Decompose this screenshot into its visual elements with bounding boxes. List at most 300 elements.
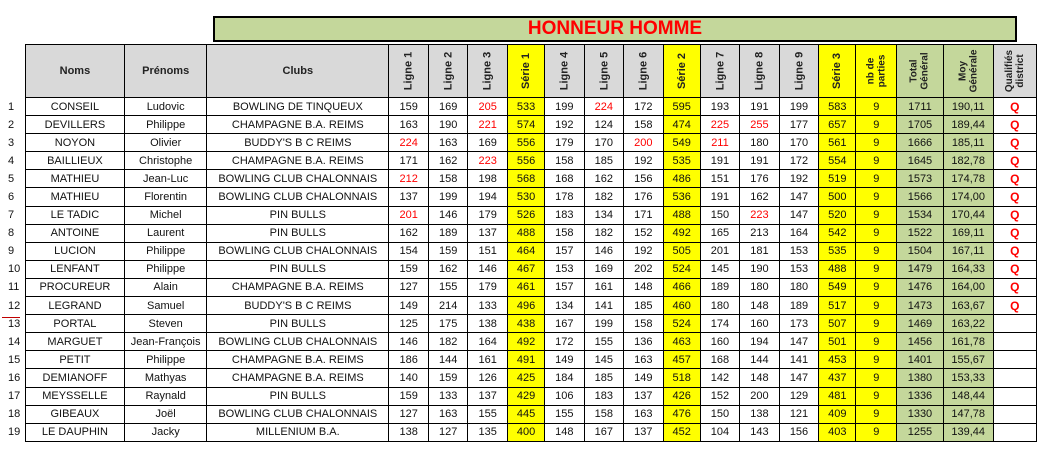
ligne-cell: 148: [545, 423, 585, 441]
parties-cell: 9: [856, 98, 897, 116]
ligne-cell: 168: [700, 351, 740, 369]
club-cell: CHAMPAGNE B.A. REIMS: [207, 369, 389, 387]
nom-cell: MATHIEU: [25, 170, 124, 188]
table-row: [4, 242, 1037, 260]
ligne-cell: 143: [740, 423, 780, 441]
serie-cell: 460: [663, 297, 700, 315]
ligne-cell: 163: [389, 116, 429, 134]
table-row: [4, 116, 1037, 134]
ligne-cell: 155: [468, 405, 508, 423]
ligne-cell: 199: [428, 188, 468, 206]
nom-cell: GIBEAUX: [25, 405, 124, 423]
ligne-cell: 137: [468, 387, 508, 405]
qualifie-cell: [993, 315, 1036, 333]
serie-cell: 492: [507, 333, 544, 351]
rank-cell: 2: [8, 118, 15, 131]
ligne-cell: 159: [428, 242, 468, 260]
header-ligne-3: Ligne 3: [468, 45, 508, 98]
table-row: [4, 206, 1037, 224]
ligne-cell: 200: [740, 387, 780, 405]
parties-cell: 9: [856, 116, 897, 134]
ligne-cell: 199: [545, 98, 585, 116]
total-cell: 1666: [897, 134, 944, 152]
ligne-cell: 151: [468, 242, 508, 260]
parties-cell: 9: [856, 260, 897, 278]
parties-cell: 9: [856, 387, 897, 405]
rank-cell: 3: [8, 136, 15, 149]
serie-cell: 657: [819, 116, 856, 134]
parties-cell: 9: [856, 224, 897, 242]
rank-cell: 17: [8, 390, 21, 403]
serie-cell: 463: [663, 333, 700, 351]
serie-cell: 445: [507, 405, 544, 423]
nom-cell: MARGUET: [25, 333, 124, 351]
rank-cell: 15: [8, 353, 21, 366]
serie-cell: 409: [819, 405, 856, 423]
ligne-cell: 192: [545, 116, 585, 134]
ligne-cell: 182: [584, 224, 624, 242]
ligne-cell: 198: [468, 170, 508, 188]
ligne-cell: 202: [624, 260, 664, 278]
qualifie-cell: Q: [993, 134, 1036, 152]
moyenne-cell: 163,67: [943, 297, 993, 315]
ligne-cell: 171: [624, 206, 664, 224]
rank-cell: 10: [8, 263, 21, 276]
nom-cell: BAILLIEUX: [25, 152, 124, 170]
qualifie-cell: Q: [993, 260, 1036, 278]
total-cell: 1566: [897, 188, 944, 206]
nom-cell: LUCION: [25, 242, 124, 260]
club-cell: BOWLING CLUB CHALONNAIS: [207, 188, 389, 206]
nom-cell: PORTAL: [25, 315, 124, 333]
ligne-cell: 146: [584, 242, 624, 260]
total-cell: 1711: [897, 98, 944, 116]
serie-cell: 519: [819, 170, 856, 188]
parties-cell: 9: [856, 369, 897, 387]
serie-cell: 501: [819, 333, 856, 351]
nom-cell: MATHIEU: [25, 188, 124, 206]
serie-cell: 583: [819, 98, 856, 116]
ligne-cell: 145: [700, 260, 740, 278]
serie-cell: 520: [819, 206, 856, 224]
serie-cell: 507: [819, 315, 856, 333]
table-row: [4, 98, 1037, 116]
club-cell: BUDDY'S B C REIMS: [207, 134, 389, 152]
total-cell: 1336: [897, 387, 944, 405]
nom-cell: LE DAUPHIN: [25, 423, 124, 441]
ligne-cell: 185: [624, 297, 664, 315]
qualifie-cell: Q: [993, 224, 1036, 242]
ligne-cell: 172: [545, 333, 585, 351]
table-row: [4, 170, 1037, 188]
qualifie-cell: Q: [993, 297, 1036, 315]
ligne-cell: 169: [468, 134, 508, 152]
table-row: [4, 188, 1037, 206]
header-ligne-5: Ligne 5: [584, 45, 624, 98]
ligne-cell: 153: [545, 260, 585, 278]
page-title: HONNEUR HOMME: [213, 16, 1017, 42]
serie-cell: 574: [507, 116, 544, 134]
ligne-cell: 164: [468, 333, 508, 351]
ligne-cell: 148: [624, 278, 664, 296]
ligne-cell: 199: [584, 315, 624, 333]
rank-cell: 18: [8, 408, 21, 421]
ligne-cell: 104: [700, 423, 740, 441]
ligne-cell: 140: [389, 369, 429, 387]
serie-cell: 486: [663, 170, 700, 188]
ligne-cell: 146: [428, 206, 468, 224]
ligne-cell: 158: [545, 152, 585, 170]
serie-cell: 505: [663, 242, 700, 260]
ligne-cell: 186: [389, 351, 429, 369]
ligne-cell: 159: [389, 387, 429, 405]
ligne-cell: 142: [700, 369, 740, 387]
parties-cell: 9: [856, 351, 897, 369]
header-ligne-1: Ligne 1: [389, 45, 429, 98]
ligne-cell: 158: [584, 405, 624, 423]
ligne-cell: 163: [428, 134, 468, 152]
table-row: [4, 387, 1037, 405]
total-cell: 1380: [897, 369, 944, 387]
table-row: [4, 369, 1037, 387]
rank-cell: 7: [8, 209, 15, 222]
ligne-cell: 148: [740, 297, 780, 315]
moyenne-cell: 174,00: [943, 188, 993, 206]
ligne-cell: 191: [740, 98, 780, 116]
serie-cell: 467: [507, 260, 544, 278]
ligne-cell: 179: [468, 278, 508, 296]
total-cell: 1330: [897, 405, 944, 423]
moyenne-cell: 164,00: [943, 278, 993, 296]
total-cell: 1645: [897, 152, 944, 170]
club-cell: BOWLING CLUB CHALONNAIS: [207, 405, 389, 423]
ligne-cell: 162: [389, 224, 429, 242]
ligne-cell: 144: [428, 351, 468, 369]
ligne-cell: 170: [584, 134, 624, 152]
rank-cell: 16: [8, 371, 21, 384]
ligne-cell: 152: [700, 387, 740, 405]
parties-cell: 9: [856, 152, 897, 170]
ligne-cell: 138: [740, 405, 780, 423]
serie-cell: 488: [663, 206, 700, 224]
ligne-cell: 182: [584, 188, 624, 206]
qualification-cut-mark: [2, 317, 20, 318]
qualifie-cell: Q: [993, 188, 1036, 206]
ligne-cell: 211: [700, 134, 740, 152]
ligne-cell: 189: [428, 224, 468, 242]
parties-cell: 9: [856, 134, 897, 152]
header-serie-1: Série 1: [507, 45, 544, 98]
parties-cell: 9: [856, 206, 897, 224]
header-qualifies-district: Qualifiés district: [993, 45, 1036, 98]
ligne-cell: 137: [624, 423, 664, 441]
ligne-cell: 136: [624, 333, 664, 351]
serie-cell: 464: [507, 242, 544, 260]
ligne-cell: 192: [779, 170, 819, 188]
moyenne-cell: 164,33: [943, 260, 993, 278]
prenom-cell: Philippe: [125, 242, 207, 260]
ligne-cell: 154: [389, 242, 429, 260]
moyenne-cell: 139,44: [943, 423, 993, 441]
nom-cell: DEVILLERS: [25, 116, 124, 134]
prenom-cell: Michel: [125, 206, 207, 224]
ligne-cell: 223: [740, 206, 780, 224]
ligne-cell: 137: [389, 188, 429, 206]
ligne-cell: 141: [584, 297, 624, 315]
ligne-cell: 133: [468, 297, 508, 315]
parties-cell: 9: [856, 278, 897, 296]
ligne-cell: 185: [584, 369, 624, 387]
rank-cell: 12: [8, 299, 21, 312]
qualifie-cell: Q: [993, 206, 1036, 224]
ligne-cell: 124: [584, 116, 624, 134]
ligne-cell: 150: [700, 405, 740, 423]
ligne-cell: 180: [740, 278, 780, 296]
serie-cell: 549: [819, 278, 856, 296]
ligne-cell: 201: [700, 242, 740, 260]
qualifie-cell: [993, 405, 1036, 423]
parties-cell: 9: [856, 333, 897, 351]
ligne-cell: 159: [389, 98, 429, 116]
prenom-cell: Philippe: [125, 116, 207, 134]
total-cell: 1255: [897, 423, 944, 441]
qualifie-cell: Q: [993, 242, 1036, 260]
ligne-cell: 189: [700, 278, 740, 296]
header-ligne-7: Ligne 7: [700, 45, 740, 98]
ligne-cell: 190: [428, 116, 468, 134]
table-row: [4, 351, 1037, 369]
moyenne-cell: 155,67: [943, 351, 993, 369]
header-serie-3: Série 3: [819, 45, 856, 98]
header-ligne-2: Ligne 2: [428, 45, 468, 98]
club-cell: MILLENIUM B.A.: [207, 423, 389, 441]
qualifie-cell: Q: [993, 278, 1036, 296]
ligne-cell: 162: [740, 188, 780, 206]
ligne-cell: 153: [779, 242, 819, 260]
nom-cell: NOYON: [25, 134, 124, 152]
moyenne-cell: 174,78: [943, 170, 993, 188]
club-cell: BOWLING CLUB CHALONNAIS: [207, 333, 389, 351]
header-ligne-4: Ligne 4: [545, 45, 585, 98]
club-cell: PIN BULLS: [207, 224, 389, 242]
ligne-cell: 121: [779, 405, 819, 423]
serie-cell: 474: [663, 116, 700, 134]
ligne-cell: 178: [545, 188, 585, 206]
header-moyenne-generale: Moy Générale: [943, 45, 993, 98]
total-cell: 1504: [897, 242, 944, 260]
ligne-cell: 155: [545, 405, 585, 423]
ligne-cell: 200: [624, 134, 664, 152]
club-cell: BOWLING CLUB CHALONNAIS: [207, 170, 389, 188]
results-body: [4, 98, 1037, 442]
serie-cell: 452: [663, 423, 700, 441]
ligne-cell: 185: [584, 152, 624, 170]
ligne-cell: 149: [624, 369, 664, 387]
table-row: [4, 152, 1037, 170]
ligne-cell: 149: [545, 351, 585, 369]
parties-cell: 9: [856, 188, 897, 206]
nom-cell: LENFANT: [25, 260, 124, 278]
club-cell: BOWLING CLUB CHALONNAIS: [207, 242, 389, 260]
ligne-cell: 176: [740, 170, 780, 188]
prenom-cell: Laurent: [125, 224, 207, 242]
header-clubs: Clubs: [207, 45, 389, 98]
ligne-cell: 127: [389, 278, 429, 296]
nom-cell: LE TADIC: [25, 206, 124, 224]
ligne-cell: 147: [779, 333, 819, 351]
serie-cell: 561: [819, 134, 856, 152]
moyenne-cell: 170,44: [943, 206, 993, 224]
serie-cell: 524: [663, 315, 700, 333]
club-cell: CHAMPAGNE B.A. REIMS: [207, 116, 389, 134]
ligne-cell: 133: [428, 387, 468, 405]
nom-cell: DEMIANOFF: [25, 369, 124, 387]
moyenne-cell: 190,11: [943, 98, 993, 116]
serie-cell: 429: [507, 387, 544, 405]
serie-cell: 453: [819, 351, 856, 369]
nom-cell: PETIT: [25, 351, 124, 369]
nom-cell: LEGRAND: [25, 297, 124, 315]
serie-cell: 524: [663, 260, 700, 278]
ligne-cell: 172: [779, 152, 819, 170]
serie-cell: 488: [819, 260, 856, 278]
nom-cell: PROCUREUR: [25, 278, 124, 296]
ligne-cell: 212: [389, 170, 429, 188]
serie-cell: 536: [663, 188, 700, 206]
ligne-cell: 183: [545, 206, 585, 224]
ligne-cell: 182: [428, 333, 468, 351]
table-row: [4, 405, 1037, 423]
qualifie-cell: Q: [993, 152, 1036, 170]
serie-cell: 425: [507, 369, 544, 387]
prenom-cell: Jean-François: [125, 333, 207, 351]
serie-cell: 461: [507, 278, 544, 296]
header-row: [4, 45, 1037, 98]
total-cell: 1522: [897, 224, 944, 242]
prenom-cell: Christophe: [125, 152, 207, 170]
ligne-cell: 163: [624, 405, 664, 423]
ligne-cell: 184: [545, 369, 585, 387]
serie-cell: 466: [663, 278, 700, 296]
ligne-cell: 156: [779, 423, 819, 441]
ligne-cell: 129: [779, 387, 819, 405]
ligne-cell: 192: [624, 152, 664, 170]
ligne-cell: 193: [700, 98, 740, 116]
ligne-cell: 151: [700, 170, 740, 188]
ligne-cell: 141: [779, 351, 819, 369]
moyenne-cell: 167,11: [943, 242, 993, 260]
ligne-cell: 161: [584, 278, 624, 296]
qualifie-cell: [993, 369, 1036, 387]
prenom-cell: Samuel: [125, 297, 207, 315]
total-cell: 1401: [897, 351, 944, 369]
serie-cell: 517: [819, 297, 856, 315]
nom-cell: CONSEIL: [25, 98, 124, 116]
ligne-cell: 163: [428, 405, 468, 423]
ligne-cell: 152: [624, 224, 664, 242]
ligne-cell: 190: [740, 260, 780, 278]
ligne-cell: 156: [624, 170, 664, 188]
rank-cell: 9: [8, 245, 15, 258]
ligne-cell: 158: [624, 315, 664, 333]
rank-cell: 11: [8, 281, 20, 294]
rank-header: [4, 45, 25, 98]
parties-cell: 9: [856, 170, 897, 188]
ligne-cell: 159: [428, 369, 468, 387]
rank-cell: 14: [8, 335, 21, 348]
table-row: [4, 315, 1037, 333]
ligne-cell: 147: [779, 206, 819, 224]
serie-cell: 496: [507, 297, 544, 315]
prenom-cell: Jacky: [125, 423, 207, 441]
ligne-cell: 137: [624, 387, 664, 405]
ligne-cell: 127: [389, 405, 429, 423]
prenom-cell: Raynald: [125, 387, 207, 405]
total-cell: 1573: [897, 170, 944, 188]
moyenne-cell: 185,11: [943, 134, 993, 152]
serie-cell: 535: [819, 242, 856, 260]
ligne-cell: 181: [740, 242, 780, 260]
moyenne-cell: 163,22: [943, 315, 993, 333]
qualifie-cell: [993, 333, 1036, 351]
ligne-cell: 159: [389, 260, 429, 278]
serie-cell: 457: [663, 351, 700, 369]
ligne-cell: 183: [584, 387, 624, 405]
serie-cell: 400: [507, 423, 544, 441]
ligne-cell: 221: [468, 116, 508, 134]
serie-cell: 556: [507, 134, 544, 152]
parties-cell: 9: [856, 297, 897, 315]
serie-cell: 556: [507, 152, 544, 170]
moyenne-cell: 147,78: [943, 405, 993, 423]
ligne-cell: 160: [700, 333, 740, 351]
serie-cell: 518: [663, 369, 700, 387]
ligne-cell: 213: [740, 224, 780, 242]
club-cell: CHAMPAGNE B.A. REIMS: [207, 152, 389, 170]
parties-cell: 9: [856, 315, 897, 333]
rank-cell: 8: [8, 227, 15, 240]
ligne-cell: 189: [779, 297, 819, 315]
parties-cell: 9: [856, 405, 897, 423]
ligne-cell: 177: [779, 116, 819, 134]
total-cell: 1469: [897, 315, 944, 333]
prenom-cell: Philippe: [125, 260, 207, 278]
table-row: [4, 278, 1037, 296]
serie-cell: 438: [507, 315, 544, 333]
header-total-general: Total Général: [897, 45, 944, 98]
qualifie-cell: Q: [993, 170, 1036, 188]
qualifie-cell: [993, 351, 1036, 369]
ligne-cell: 180: [700, 297, 740, 315]
ligne-cell: 225: [700, 116, 740, 134]
ligne-cell: 158: [428, 170, 468, 188]
ligne-cell: 125: [389, 315, 429, 333]
ligne-cell: 126: [468, 369, 508, 387]
ligne-cell: 171: [389, 152, 429, 170]
rank-cell: 19: [8, 426, 21, 439]
moyenne-cell: 182,78: [943, 152, 993, 170]
ligne-cell: 134: [584, 206, 624, 224]
club-cell: CHAMPAGNE B.A. REIMS: [207, 278, 389, 296]
serie-cell: 530: [507, 188, 544, 206]
ligne-cell: 158: [624, 116, 664, 134]
rank-cell: 5: [8, 172, 15, 185]
table-row: [4, 333, 1037, 351]
ligne-cell: 224: [389, 134, 429, 152]
ligne-cell: 157: [545, 242, 585, 260]
ligne-cell: 180: [779, 278, 819, 296]
serie-cell: 481: [819, 387, 856, 405]
